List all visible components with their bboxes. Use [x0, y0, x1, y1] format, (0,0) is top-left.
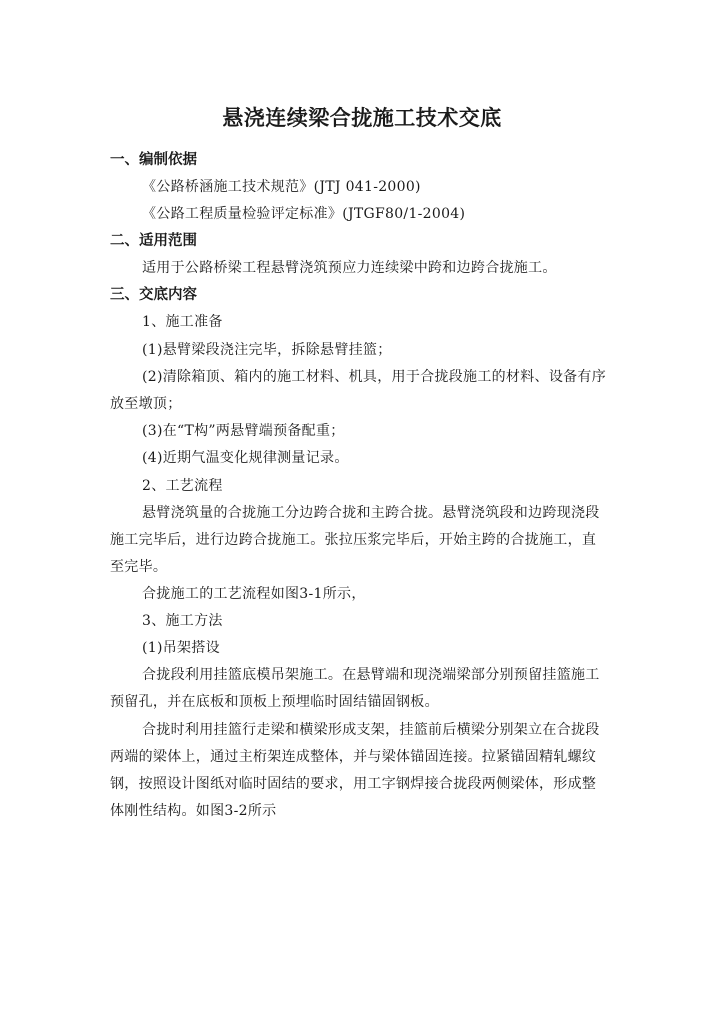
subheading-hanger-erection: (1)吊架搭设: [142, 640, 220, 656]
paragraph-line: 至完毕。: [110, 559, 168, 575]
paragraph-line: 悬臂浇筑量的合拢施工分边跨合拢和主跨合拢。悬臂浇筑段和边跨现浇段: [142, 505, 600, 521]
paragraph-line: 适用于公路桥梁工程悬臂浇筑预应力连续梁中跨和边跨合拢施工。: [142, 260, 557, 276]
paragraph-line: 体刚性结构。如图3-2所示: [110, 803, 277, 819]
paragraph-line: 施工完毕后，进行边跨合拢施工。张拉压浆完毕后，开始主跨的合拢施工，直: [110, 532, 597, 548]
subheading-construction-method: 3、施工方法: [142, 613, 223, 629]
paragraph-line: 预留孔，并在底板和顶板上预埋临时固结锚固钢板。: [110, 694, 439, 710]
paragraph-line: (3)在“T构”两悬臂端预备配重；: [142, 423, 345, 439]
section-heading-basis: 一、编制依据: [110, 152, 197, 168]
paragraph-line: (4)近期气温变化规律测量记录。: [142, 450, 349, 466]
section-heading-scope: 二、适用范围: [110, 233, 197, 249]
paragraph-line: 合拢段利用挂篮底模吊架施工。在悬臂端和现浇端梁部分别预留挂篮施工: [142, 667, 600, 683]
paragraph-line: 合拢施工的工艺流程如图3-1所示，: [142, 586, 366, 602]
paragraph-line: 《公路桥涵施工技术规范》(JTJ 041-2000): [142, 179, 421, 195]
paragraph-line: (1)悬臂梁段浇注完毕，拆除悬臂挂篮；: [142, 342, 392, 358]
paragraph-line: (2)清除箱顶、箱内的施工材料、机具，用于合拢段施工的材料、设备有序: [142, 369, 607, 385]
paragraph-line: 两端的梁体上，通过主桁架连成整体，并与梁体锚固连接。拉紧锚固精轧螺纹: [110, 749, 597, 765]
paragraph-line: 放至墩顶；: [110, 396, 182, 412]
subheading-preparation: 1、施工准备: [142, 314, 223, 330]
document-title: 悬浇连续梁合拢施工技术交底: [222, 106, 502, 130]
paragraph-line: 《公路工程质量检验评定标准》(JTGF80/1-2004): [142, 206, 466, 222]
section-heading-content: 三、交底内容: [110, 287, 197, 303]
paragraph-line: 钢，按照设计图纸对临时固结的要求，用工字钢焊接合拢段两侧梁体，形成整: [110, 776, 597, 792]
paragraph-line: 合拢时利用挂篮行走梁和横梁形成支架，挂篮前后横梁分别架立在合拢段: [142, 722, 600, 738]
subheading-process-flow: 2、工艺流程: [142, 478, 223, 494]
